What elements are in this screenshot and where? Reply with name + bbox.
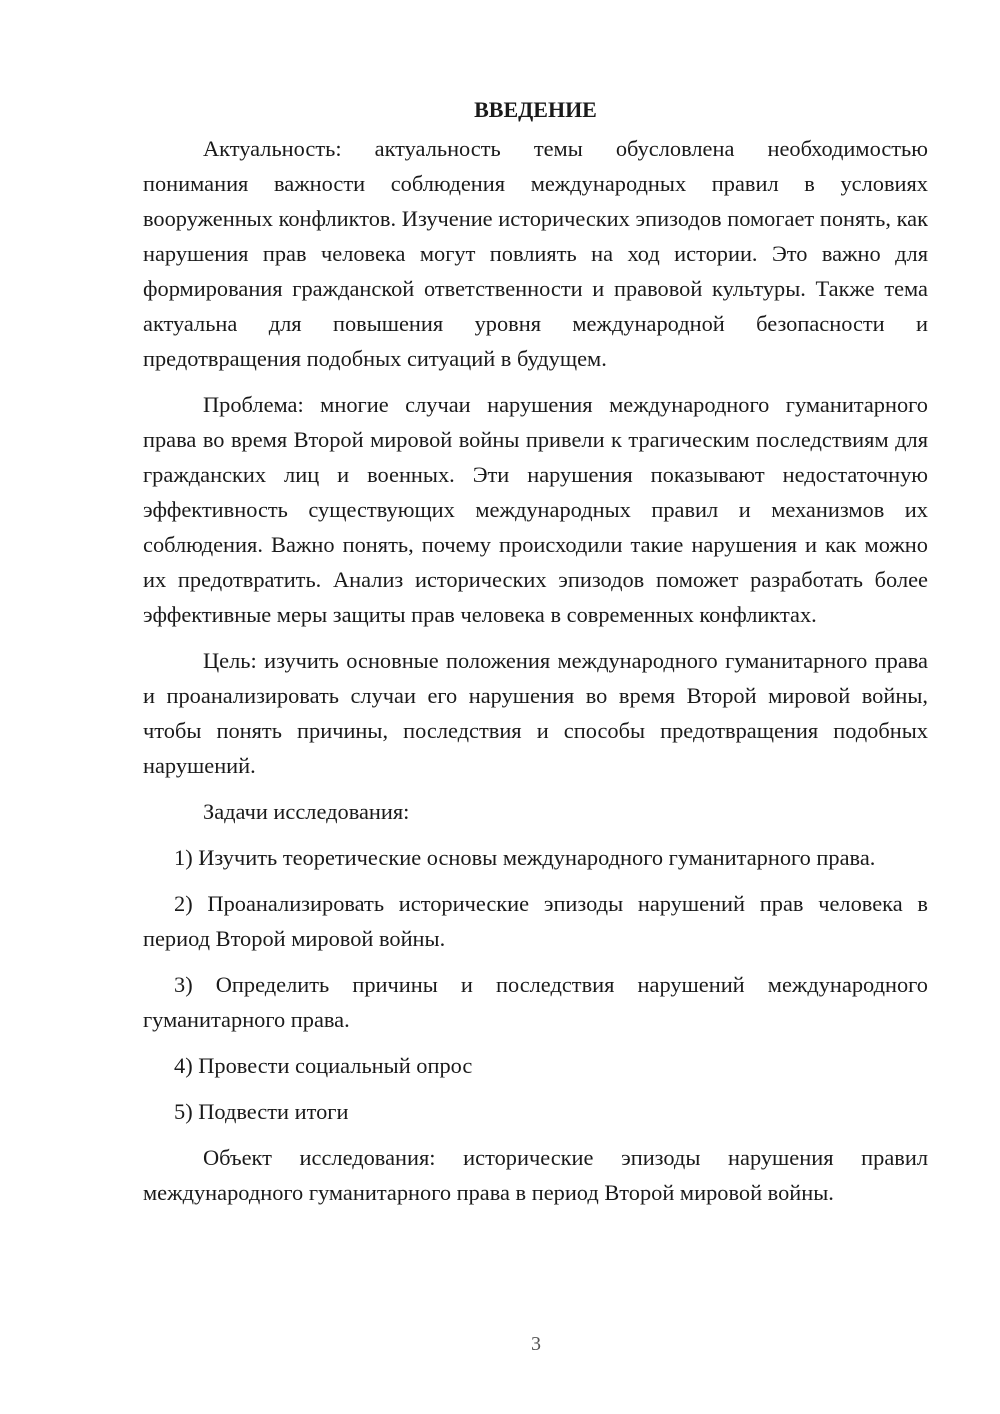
problem-paragraph: Проблема: многие случаи нарушения международного гуманитарного права во время Второй мировой войны привели к трагическим последствиям для гражданских лиц и военных. Эти нарушения показывают недостаточную эффективность существующих международных правил и механизмов их соблюдения. Важно понять, почему происходили такие нарушения и как можно их предотвратить. Анализ исторических эпизодов поможет разработать более эффективные меры защиты прав человека в современных конфликтах. <box>143 392 928 627</box>
goal-paragraph: Цель: изучить основные положения международного гуманитарного права и проанализировать случаи его нарушения во время Второй мировой войны, чтобы понять причины, последствия и способы предотвращения подобных нарушений. <box>143 648 928 778</box>
section-heading: ВВЕДЕНИЕ <box>474 97 597 122</box>
document-page <box>143 92 928 1221</box>
task-item-2: 2) Проанализировать исторические эпизоды нарушений прав человека в период Второй мировой войны. <box>143 891 928 951</box>
task-item-1: 1) Изучить теоретические основы международного гуманитарного права. <box>174 845 876 870</box>
page-number: 3 <box>531 1333 541 1355</box>
task-item-5: 5) Подвести итоги <box>174 1099 349 1124</box>
task-item-3: 3) Определить причины и последствия нарушений международного гуманитарного права. <box>143 972 928 1032</box>
task-item-4: 4) Провести социальный опрос <box>174 1053 473 1078</box>
relevance-paragraph: Актуальность: актуальность темы обусловлена необходимостью понимания важности соблюдения международных правил в условиях вооруженных конфликтов. Изучение исторических эпизодов помогает понять, как нарушения прав человека могут повлиять на ход истории. Это важно для формирования гражданской ответственности и правовой культуры. Также тема актуальна для повышения уровня международной безопасности и предотвращения подобных ситуаций в будущем. <box>143 136 928 371</box>
object-paragraph: Объект исследования: исторические эпизоды нарушения правил международного гуманитарного права в период Второй мировой войны. <box>143 1145 928 1205</box>
tasks-intro: Задачи исследования: <box>203 799 410 824</box>
